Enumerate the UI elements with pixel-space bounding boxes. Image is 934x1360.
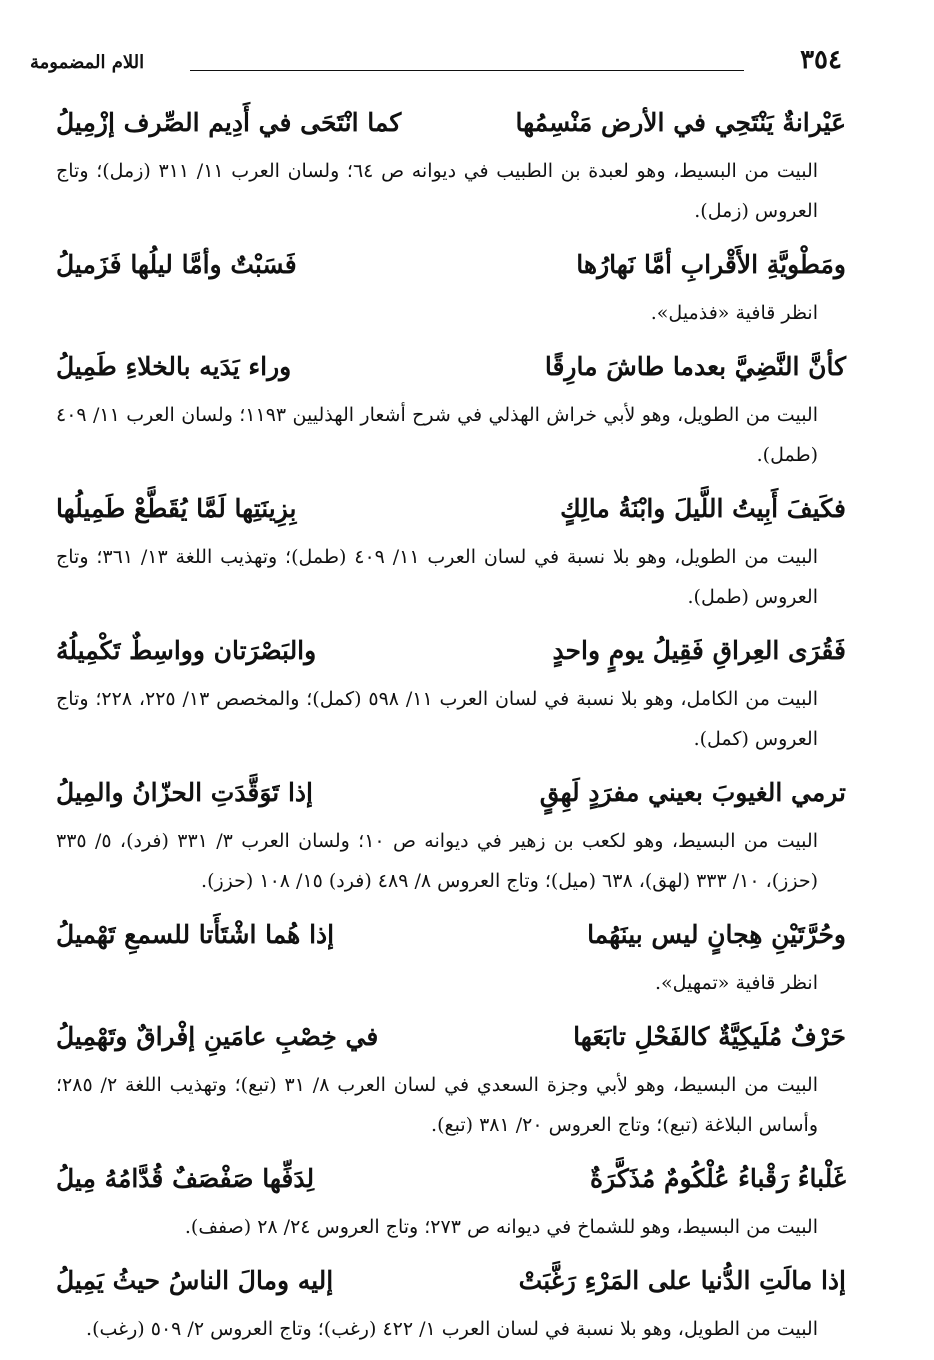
second-hemistich: بِزِينَتِها لَمَّا يُقَطَّعْ طَمِيلُها (56, 494, 297, 523)
verse-line (56, 95, 846, 151)
header-rule (190, 70, 744, 71)
first-hemistich: ومَطْويَّةِ الأَقْرابِ أمَّا نَهارُها (576, 250, 846, 279)
verse-citation: البيت من الطويل، وهو بلا نسبة في لسان العرب ١١/ ٤٠٩ (طمل)؛ وتهذيب اللغة ١٣/ ٣٦١؛ وتاج العروس (طمل). (56, 546, 818, 608)
verse-list (56, 95, 846, 1355)
verse-citation: البيت من البسيط، وهو لأبي وجزة السعدي في لسان العرب ٨/ ٣١ (تبع)؛ وتهذيب اللغة ٢/ ٢٨٥؛ وأساس البلاغة (تبع)؛ وتاج العروس ٢٠/ ٣٨١ (تبع). (56, 1074, 818, 1136)
first-hemistich: كأنَّ النَّضِيَّ بعدما طاشَ مارِقًا (544, 352, 846, 381)
verse-line (56, 237, 846, 293)
verse-line (56, 907, 846, 963)
second-hemistich: إليه ومالَ الناسُ حيثُ يَمِيلُ (56, 1266, 334, 1295)
verse-entry (56, 1009, 846, 1145)
first-hemistich: فكَيفَ أَبِيتُ اللَّيلَ وابْنَةُ مالِكٍ (560, 494, 846, 523)
verse-line (56, 339, 846, 395)
second-hemistich: لِدَفِّها صَفْصَفٌ قُدَّامُهُ مِيلُ (56, 1164, 315, 1193)
verse-citation: البيت من الطويل، وهو بلا نسبة في لسان العرب ١/ ٤٢٢ (رغب)؛ وتاج العروس ٢/ ٥٠٩ (رغب). (86, 1318, 818, 1340)
verse-line (56, 1253, 846, 1309)
verse-entry (56, 237, 846, 333)
verse-entry (56, 765, 846, 901)
second-hemistich: وراء يَدَيه بالخلاءِ طَمِيلُ (56, 352, 292, 381)
second-hemistich: كما انْتَحَى في أَدِيم الصِّرف إزْمِيلُ (56, 108, 402, 137)
first-hemistich: حَرْفٌ مُلَيكِيَّةٌ كالفَحْلِ تابَعَها (573, 1022, 846, 1051)
verse-citation: البيت من الطويل، وهو لأبي خراش الهذلي في شرح أشعار الهذليين ١١٩٣؛ ولسان العرب ١١/ ٤٠٩ (طمل). (56, 404, 818, 466)
first-hemistich: ترمي الغيوبَ بعيني مفرَدٍ لَهِقٍ (539, 778, 846, 807)
verse-citation: البيت من البسيط، وهو لكعب بن زهير في ديوانه ص ١٠؛ ولسان العرب ٣/ ٣٣١ (فرد)، ٥/ ٣٣٥ (حزز)، ١٠/ ٣٣٣ (لهق)، ٦٣٨ (ميل)؛ وتاج العروس ٨/ ٤٨٩ (فرد) ١٥/ ١٠٨ (حزز). (56, 830, 818, 892)
verse-line (56, 623, 846, 679)
verse-entry (56, 1253, 846, 1349)
verse-entry (56, 623, 846, 759)
verse-citation: البيت من الكامل، وهو بلا نسبة في لسان العرب ١١/ ٥٩٨ (كمل)؛ والمخصص ١٣/ ٢٢٥، ٢٢٨؛ وتاج العروس (كمل). (56, 688, 818, 750)
first-hemistich: وحُرَّتَيْنِ هِجانٍ ليس بينَهُما (587, 920, 846, 949)
second-hemistich: إذا تَوَقَّدَتِ الحزّانُ والمِيلُ (56, 778, 313, 807)
verse-entry (56, 1151, 846, 1247)
running-title: اللام المضمومة (30, 52, 145, 73)
second-hemistich: فَسَبْتٌ وأمَّا ليلُها فَزَميلُ (56, 250, 297, 279)
first-hemistich: غَلْباءُ رَقْباءُ عُلْكُومٌ مُذَكَّرَةٌ (589, 1164, 846, 1193)
page-number: ٣٥٤ (800, 45, 842, 75)
second-hemistich: والبَصْرَتان وواسِطٌ تَكْمِيلُهُ (56, 636, 317, 665)
verse-entry (56, 339, 846, 475)
first-hemistich: إذا مالَتِ الدُّنيا على المَرْءِ رَغَّبَتْ (518, 1266, 846, 1295)
verse-citation: انظر قافية «فذميل». (650, 302, 818, 324)
verse-entry (56, 907, 846, 1003)
first-hemistich: عَيْرانةٌ يَنْتَحِي في الأرض مَنْسِمُها (515, 108, 846, 137)
verse-citation: انظر قافية «تمهيل». (654, 972, 818, 994)
verse-line (56, 1151, 846, 1207)
verse-line (56, 481, 846, 537)
verse-line (56, 765, 846, 821)
verse-entry (56, 95, 846, 231)
second-hemistich: إذا هُما اشْتَأَتا للسمعِ تَهْميلُ (56, 920, 335, 949)
second-hemistich: في خِصْبِ عامَينِ إفْراقٌ وتَهْمِيلُ (56, 1022, 379, 1051)
verse-citation: البيت من البسيط، وهو لعبدة بن الطبيب في ديوانه ص ٦٤؛ ولسان العرب ١١/ ٣١١ (زمل)؛ وتاج العروس (زمل). (56, 160, 819, 222)
verse-citation: البيت من البسيط، وهو للشماخ في ديوانه ص ٢٧٣؛ وتاج العروس ٢٤/ ٢٨ (صفف). (184, 1216, 818, 1238)
verse-line (56, 1009, 846, 1065)
page-header (30, 40, 842, 84)
first-hemistich: فَقُرَى العِراقِ فَقِيلُ يومٍ واحدٍ (552, 636, 846, 665)
verse-entry (56, 481, 846, 617)
